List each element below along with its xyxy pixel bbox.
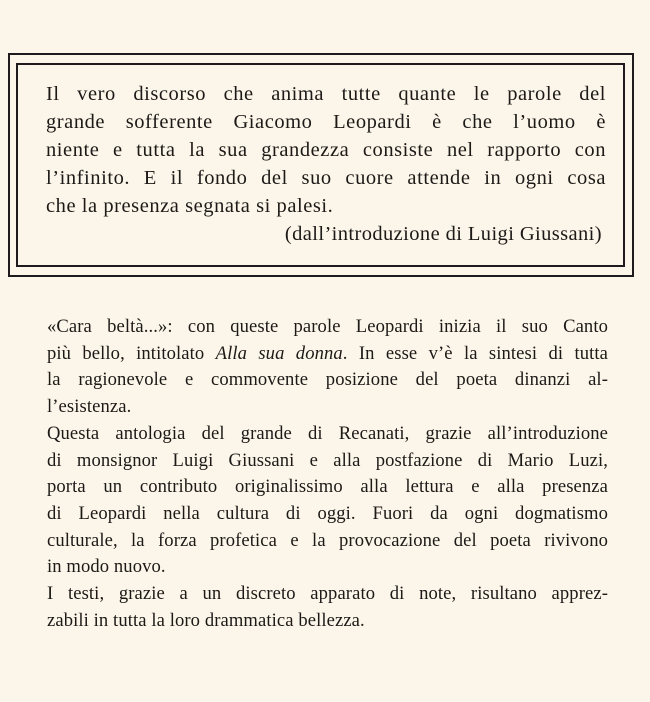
quote-box bbox=[46, 80, 606, 248]
paragraph-2-line: in modo nuovo. bbox=[47, 556, 166, 578]
paragraph-1-line bbox=[47, 341, 608, 368]
paragraph-2-line: di monsignor Luigi Giussani e alla postfazione di Mario Luzi, bbox=[47, 449, 608, 471]
work-title: Alla sua donna bbox=[215, 342, 343, 364]
quote-line: Il vero discorso che anima tutte quante le parole del bbox=[46, 83, 606, 105]
description-text bbox=[47, 314, 608, 634]
quote-attribution: (dall’introduzione di Luigi Giussani) bbox=[284, 223, 602, 245]
quote-line: che la presenza segnata si palesi. bbox=[46, 195, 334, 217]
text-run: più bello, intitolato bbox=[47, 342, 216, 364]
quote-line: niente e tutta la sua grandezza consiste nel rapporto con bbox=[46, 139, 606, 161]
text-run: . In esse v’è la sintesi di tutta bbox=[342, 342, 609, 364]
paragraph-2-line: di Leopardi nella cultura di oggi. Fuori da ogni dogmatismo bbox=[47, 502, 608, 524]
paragraph-2-line: porta un contributo originalissimo alla lettura e alla presenza bbox=[47, 476, 608, 498]
paragraph-1-line: «Cara beltà...»: con queste parole Leopardi inizia il suo Canto bbox=[47, 316, 608, 337]
quote-line: l’infinito. E il fondo del suo cuore attende in ogni cosa bbox=[46, 167, 606, 189]
paragraph-2-line: Questa antologia del grande di Recanati, grazie all’introduzione bbox=[47, 422, 608, 444]
paragraph-3-line: I testi, grazie a un discreto apparato di note, risultano apprez- bbox=[47, 583, 608, 605]
paragraph-3-line: zabili in tutta la loro drammatica bellezza. bbox=[47, 609, 365, 631]
quote-line: grande sofferente Giacomo Leopardi è che l’uomo è bbox=[46, 111, 606, 133]
paragraph-1-line: l’esistenza. bbox=[47, 396, 132, 418]
paragraph-2-line: culturale, la forza profetica e la provocazione del poeta rivivono bbox=[47, 529, 608, 551]
paragraph-1-line: la ragionevole e commovente posizione del poeta dinanzi al- bbox=[47, 369, 608, 391]
